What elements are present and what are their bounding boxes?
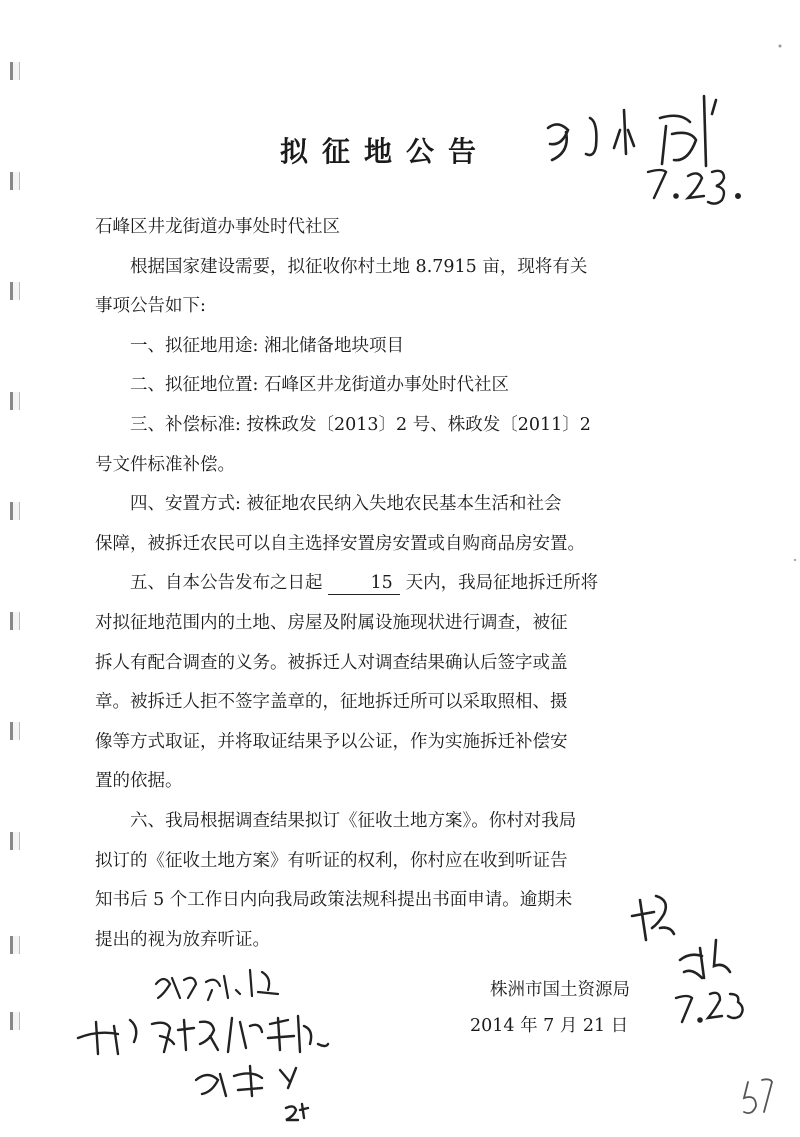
top-right-signature <box>548 96 716 166</box>
issue-date: 2014 年 7 月 21 日 <box>470 1016 629 1036</box>
item-survey-days: 15 <box>328 572 400 595</box>
item-hearing-cont: 知书后 5 个工作日内向我局政策法规科提出书面申请。逾期未 <box>95 890 573 911</box>
initial-mark <box>196 1066 308 1120</box>
addressee: 石峰区井龙街道办事处时代社区 <box>95 217 340 237</box>
right-date-mark <box>676 993 743 1022</box>
item-survey-suffix: 天内，我局征地拆迁所将 <box>405 573 599 594</box>
page-number-mark <box>744 1079 772 1113</box>
item-survey-cont: 拆人有配合调查的义务。被拆迁人对调查结果确认后签字或盖 <box>95 652 568 673</box>
item-compensation: 三、补偿标准: 按株政发〔2013〕2 号、株政发〔2011〕2 <box>130 414 591 435</box>
item-resettlement-cont: 保障，被拆迁农民可以自主选择安置房安置或自购商品房安置。 <box>95 533 585 554</box>
intro-line: 根据国家建设需要，拟征收你村土地 8.7915 亩，现将有关 <box>130 256 588 277</box>
document-title: 拟征地公告 <box>279 135 490 168</box>
approval-note <box>78 1016 328 1054</box>
item-hearing: 六、我局根据调查结果拟订《征收土地方案》。你村对我局 <box>130 810 577 831</box>
scan-speck <box>794 559 796 561</box>
scan-speck <box>779 45 782 48</box>
item-resettlement: 四、安置方式: 被征地农民纳入失地农民基本生活和社会 <box>130 494 562 515</box>
item-survey-prefix: 五、自本公告发布之日起 <box>130 573 323 594</box>
item-compensation-cont: 号文件标准补偿。 <box>95 454 235 475</box>
item-purpose: 一、拟征地用途: 湘北储备地块项目 <box>130 335 404 356</box>
item-hearing-cont: 拟订的《征收土地方案》有听证的权利，你村应在收到听证告 <box>95 850 568 871</box>
right-signature <box>632 896 730 978</box>
handler-signature <box>156 970 278 1000</box>
item-survey-cont: 像等方式取证，并将取证结果予以公证，作为实施拆迁补偿安 <box>95 731 568 752</box>
item-location: 二、拟征地位置: 石峰区井龙街道办事处时代社区 <box>130 375 509 396</box>
item-survey-cont: 对拟征地范围内的土地、房屋及附属设施现状进行调查，被征 <box>95 612 568 633</box>
item-hearing-cont: 提出的视为放弃听证。 <box>95 929 270 950</box>
intro-line: 事项公告如下: <box>95 296 206 317</box>
issuer-name: 株洲市国土资源局 <box>490 980 630 1000</box>
item-survey-cont: 章。被拆迁人拒不签字盖章的，征地拆迁所可以采取照相、摄 <box>95 692 568 713</box>
top-right-date-mark <box>648 170 740 204</box>
item-survey-cont: 置的依据。 <box>95 771 183 792</box>
